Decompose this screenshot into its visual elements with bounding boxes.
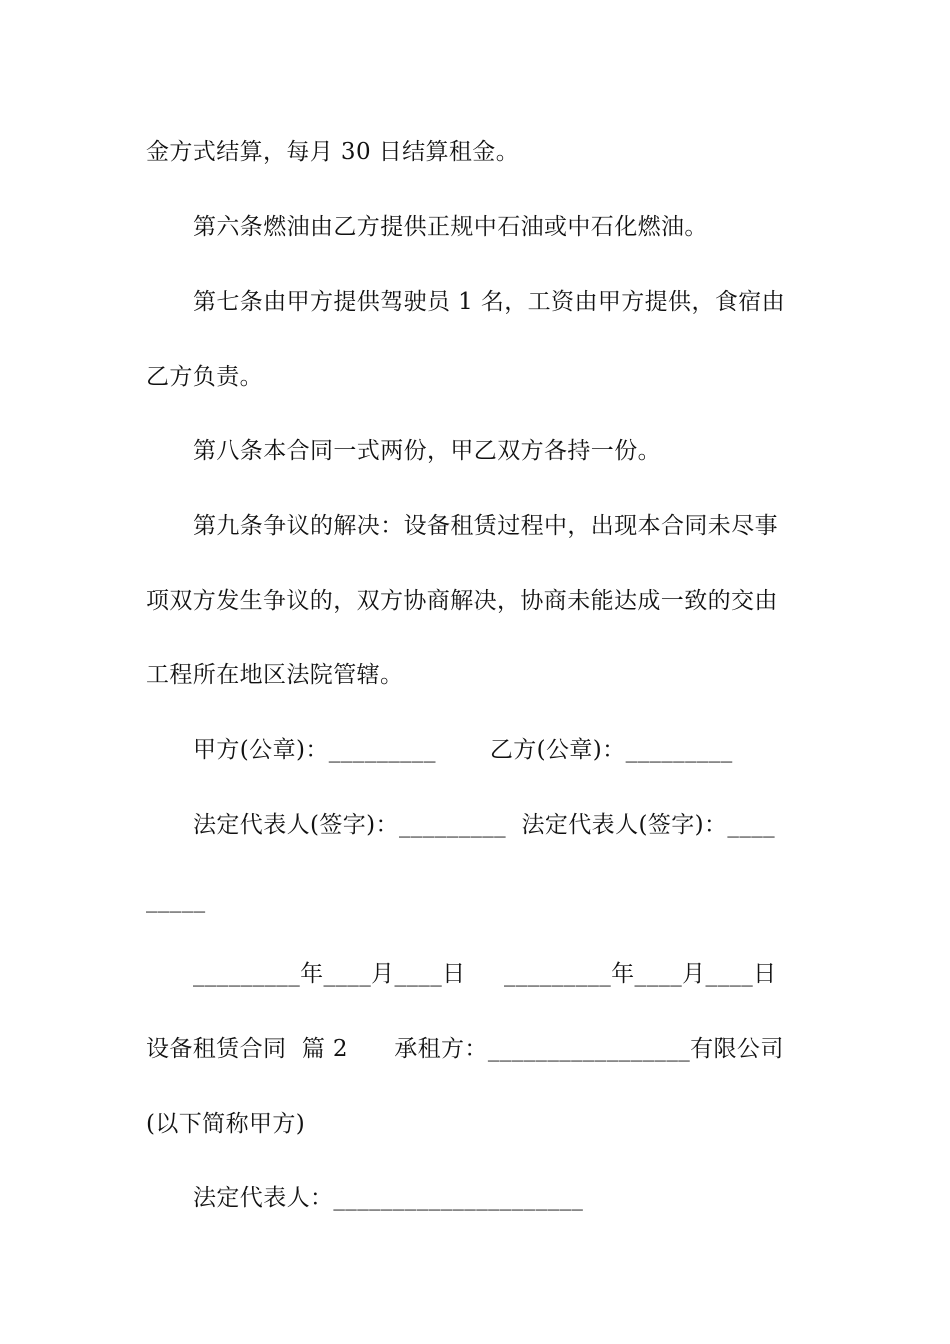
article-9: 第九条争议的解决：设备租赁过程中，出现本合同未尽事 xyxy=(193,513,778,539)
text-line: (以下简称甲方) xyxy=(146,1111,306,1137)
date-line: _________年____月____日 _________年____月____日 xyxy=(193,961,777,987)
contract-2-heading: 设备租赁合同 篇 2 承租方：_________________有限公司 xyxy=(146,1036,784,1062)
legal-representative-line: 法定代表人：_____________________ xyxy=(193,1185,584,1211)
signature-line-continued: _____ xyxy=(146,887,206,913)
article-8: 第八条本合同一式两份，甲乙双方各持一份。 xyxy=(193,438,661,464)
text-line: 工程所在地区法院管辖。 xyxy=(146,662,404,688)
text-line: 项双方发生争议的，双方协商解决，协商未能达成一致的交由 xyxy=(146,588,778,614)
text-line: 金方式结算，每月 30 日结算租金。 xyxy=(146,139,520,165)
signature-line: 法定代表人(签字)：_________ 法定代表人(签字)：____ xyxy=(193,812,776,838)
article-7: 第七条由甲方提供驾驶员 1 名，工资由甲方提供，食宿由 xyxy=(193,289,786,315)
article-6: 第六条燃油由乙方提供正规中石油或中石化燃油。 xyxy=(193,214,708,240)
text-line: 乙方负责。 xyxy=(146,364,263,390)
seal-line: 甲方(公章)：_________ 乙方(公章)：_________ xyxy=(193,737,733,763)
